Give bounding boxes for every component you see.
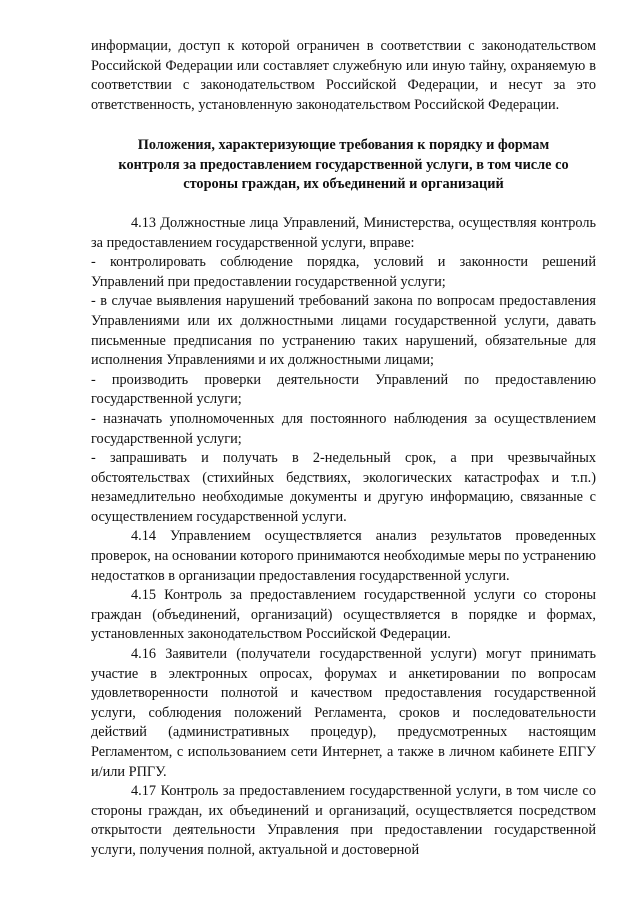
paragraph-4-15: 4.15 Контроль за предоставлением государственной услуги со стороны граждан (объединений, организаций) осуществляется в порядке и формах, установленных законодательством Российской Федерации.	[91, 587, 596, 643]
list-item-appoint-observers: - назначать уполномоченных для постоянного наблюдения за осуществлением государственной услуги;	[91, 410, 596, 447]
section-heading	[91, 136, 596, 194]
intro-paragraph: информации, доступ к которой ограничен в соответствии с законодательством Российской Федерации или составляет служебную или иную тайну, охраняемую в соответствии с законодательством Российской Федерации, и несут за это ответственность, установленную законодательством Российской Федерации.	[91, 38, 596, 113]
list-item-control-compliance: - контролировать соблюдение порядка, условий и законности решений Управлений при предоставлении государственной услуги;	[91, 254, 596, 290]
list-item-violation-orders: - в случае выявления нарушений требований закона по вопросам предоставления Управлениями или их должностными лицами государственной услуги, давать письменные предписания по устранению таких нарушений, обязательные для исполнения Управлениями и их должностными лицами;	[91, 293, 596, 369]
section-heading-line-1: Положения, характеризующие требования к порядку и формам	[137, 137, 550, 154]
paragraph-4-16: 4.16 Заявители (получатели государственной услуги) могут принимать участие в электронных опросах, форумах и анкетировании по вопросам удовлетворенности полнотой и качеством предоставления государственной услуги, соблюдения положений Регламента, сроков и последовательности действий (административных процедур), предусмотренных настоящим Регламентом, с использованием сети Интернет, а также в личном кабинете ЕПГУ и/или РПГУ.	[91, 646, 596, 780]
paragraph-4-14: 4.14 Управлением осуществляется анализ результатов проведенных проверок, на основании которого принимаются необходимые меры по устранению недостатков в организации предоставления государственной услуги.	[91, 528, 596, 584]
paragraph-4-13: 4.13 Должностные лица Управлений, Министерства, осуществляя контроль за предоставлением государственной услуги, вправе:	[91, 214, 596, 251]
section-heading-line-3: стороны граждан, их объединений и организаций	[183, 175, 504, 192]
section-heading-line-2: контроля за предоставлением государственной услуги, в том числе со	[118, 156, 569, 173]
list-item-request-documents: - запрашивать и получать в 2-недельный срок, а при чрезвычайных обстоятельствах (стихийных бедствиях, экологических катастрофах и т.п.) незамедлительно необходимые документы и другую информацию, связанные с осуществлением государственной услуги.	[91, 450, 596, 525]
paragraph-4-17: 4.17 Контроль за предоставлением государственной услуги, в том числе со стороны граждан, их объединений и организаций, осуществляется посредством открытости деятельности Управления при предоставлении государственной услуги, получения полной, актуальной и достоверной	[91, 783, 596, 858]
list-item-inspections: - производить проверки деятельности Управлений по предоставлению государственной услуги;	[91, 371, 596, 408]
